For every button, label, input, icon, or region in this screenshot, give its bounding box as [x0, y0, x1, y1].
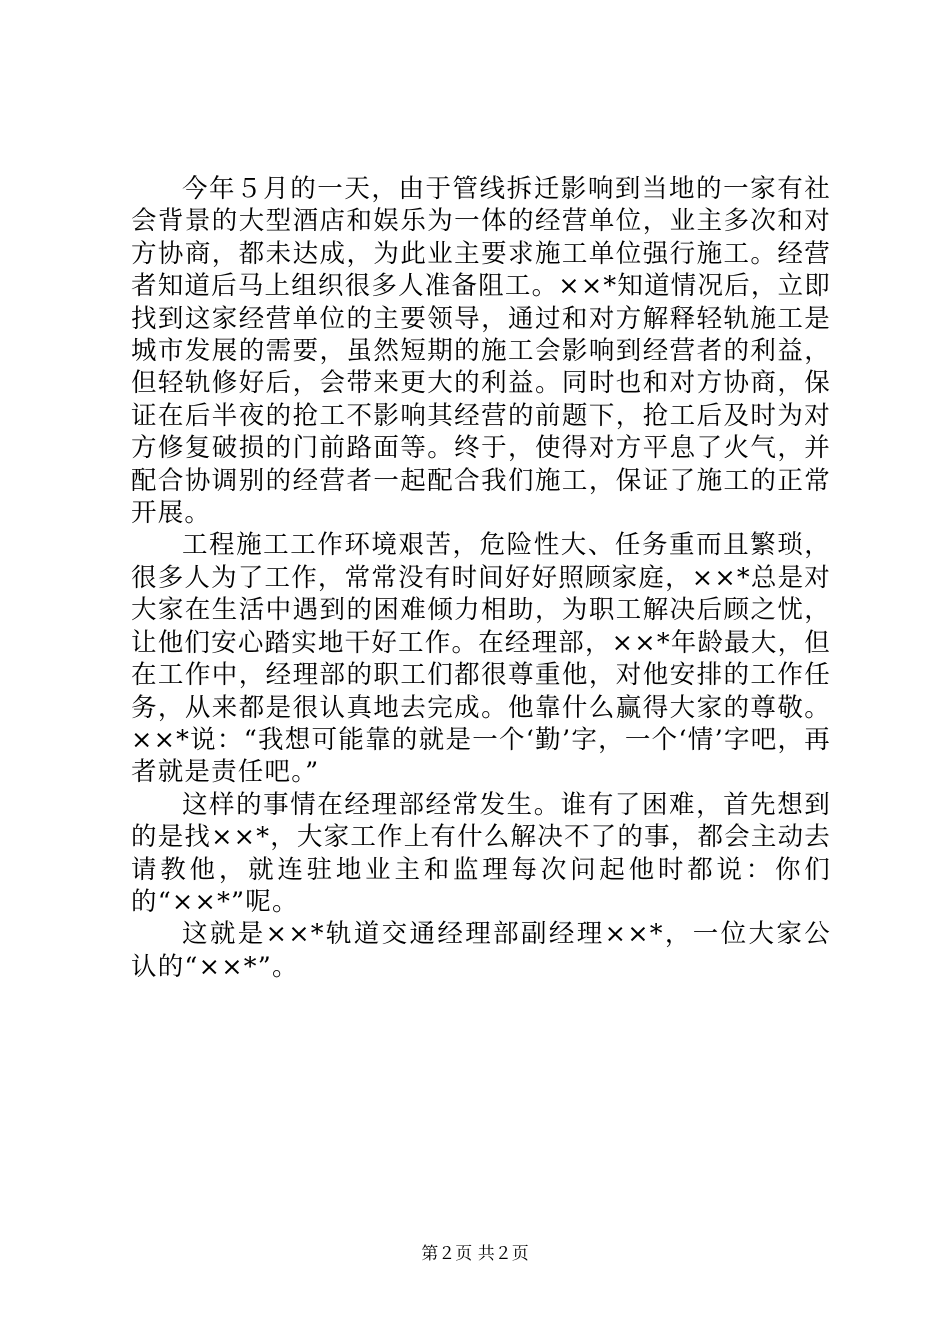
- paragraph-2: 工程施工工作环境艰苦，危险性大、任务重而且繁琐，很多人为了工作，常常没有时间好好照顾家庭，××*总是对大家在生活中遇到的困难倾力相助，为职工解决后顾之忧，让他们安心踏实地干好工作。在经理部，××*年龄最大，但在工作中，经理部的职工们都很尊重他，对他安排的工作任务，从来都是很认真地去完成。他靠什么赢得大家的尊敬。××*说：“我想可能靠的就是一个‘勤’字，一个‘情’字吧，再者就是责任吧。”: [131, 530, 831, 788]
- paragraph-3: 这样的事情在经理部经常发生。谁有了困难，首先想到的是找××*，大家工作上有什么解决不了的事，都会主动去请教他，就连驻地业主和监理每次问起他时都说：你们的“××*”呢。: [131, 789, 831, 917]
- page-footer: 第２页 共２页: [421, 1244, 529, 1264]
- document-body: [131, 173, 831, 983]
- paragraph-4: 这就是××*轨道交通经理部副经理××*，一位大家公认的“××*”。: [131, 919, 831, 982]
- paragraph-1: 今年５月的一天，由于管线拆迁影响到当地的一家有社会背景的大型酒店和娱乐为一体的经营单位，业主多次和对方协商，都未达成，为此业主要求施工单位强行施工。经营者知道后马上组织很多人准备阻工。××*知道情况后，立即找到这家经营单位的主要领导，通过和对方解释轻轨施工是城市发展的需要，虽然短期的施工会影响到经营者的利益，但轻轨修好后，会带来更大的利益。同时也和对方协商，保证在后半夜的抢工不影响其经营的前题下，抢工后及时为对方修复破损的门前路面等。终于，使得对方平息了火气，并配合协调别的经营者一起配合我们施工，保证了施工的正常开展。: [131, 174, 831, 529]
